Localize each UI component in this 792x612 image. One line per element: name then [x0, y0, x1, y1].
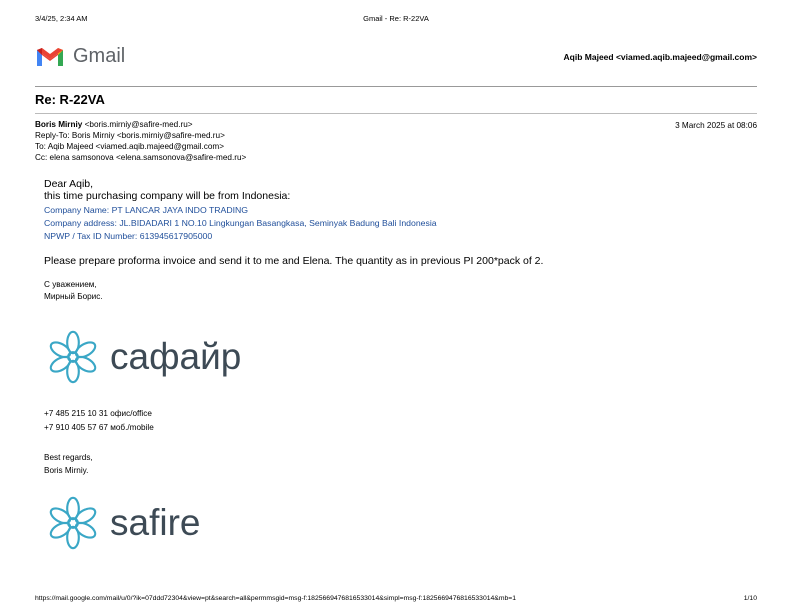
gmail-m-icon: [35, 44, 65, 68]
phone-office: +7 485 215 10 31 офис/office: [44, 409, 152, 418]
cc-line: Cc: elena samsonova <elena.samsonova@safire-med.ru>: [35, 153, 247, 162]
page-number: 1/10: [743, 595, 757, 602]
divider: [35, 86, 757, 87]
from-name: Boris Mirniy: [35, 120, 83, 129]
ru-closing: С уважением,: [44, 280, 97, 289]
greeting: Dear Aqib,: [44, 178, 94, 190]
gmail-logo: [35, 44, 125, 68]
brand-wordmark-ru: сафайр: [110, 336, 242, 377]
page-url: https://mail.google.com/mail/u/0/?ik=07ddd72304&view=pt&search=all&permmsgid=msg-f:1825669476816533014&simpl=msg-f:1825669476816533014&mb=1: [35, 595, 517, 602]
flower-emblem-icon: [44, 494, 102, 552]
intro-text: this time purchasing company will be from Indonesia:: [44, 190, 291, 202]
brand-wordmark-en: safire: [110, 502, 201, 543]
gmail-header: [35, 44, 757, 72]
to-line: To: Aqib Majeed <viamed.aqib.majeed@gmail.com>: [35, 142, 224, 151]
print-header: [35, 14, 757, 26]
en-signature-name: Boris Mirniy.: [44, 466, 89, 475]
divider: [35, 113, 757, 114]
safire-ru-logo: [44, 328, 241, 386]
ru-signature-name: Мирный Борис.: [44, 292, 103, 301]
phone-mobile: +7 910 405 57 67 моб./mobile: [44, 423, 154, 432]
account-email: Aqib Majeed <viamed.aqib.majeed@gmail.com>: [563, 52, 757, 62]
reply-to-line: Reply-To: Boris Mirniy <boris.mirniy@safire-med.ru>: [35, 131, 225, 140]
email-body: [44, 178, 757, 303]
email-date: 3 March 2025 at 08:06: [675, 121, 757, 130]
request-text: Please prepare proforma invoice and send it to me and Elena. The quantity as in previous PI 200*pack of 2.: [44, 255, 544, 267]
safire-en-logo: [44, 494, 200, 552]
company-name: Company Name: PT LANCAR JAYA INDO TRADING: [44, 205, 249, 215]
from-line: [35, 120, 193, 131]
print-title: Gmail - Re: R-22VA: [363, 14, 429, 23]
tax-id: NPWP / Tax ID Number: 613945617905000: [44, 231, 213, 241]
flower-emblem-icon: [44, 328, 102, 386]
email-subject: Re: R-22VA: [35, 92, 105, 107]
gmail-wordmark: Gmail: [73, 44, 126, 67]
company-address: Company address: JL.BIDADARI 1 NO.10 Lingkungan Basangkasa, Seminyak Badung Bali Indonesia: [44, 218, 437, 228]
print-date: 3/4/25, 2:34 AM: [35, 14, 88, 23]
from-address: <boris.mirniy@safire-med.ru>: [84, 120, 193, 129]
en-closing: Best regards,: [44, 453, 93, 462]
